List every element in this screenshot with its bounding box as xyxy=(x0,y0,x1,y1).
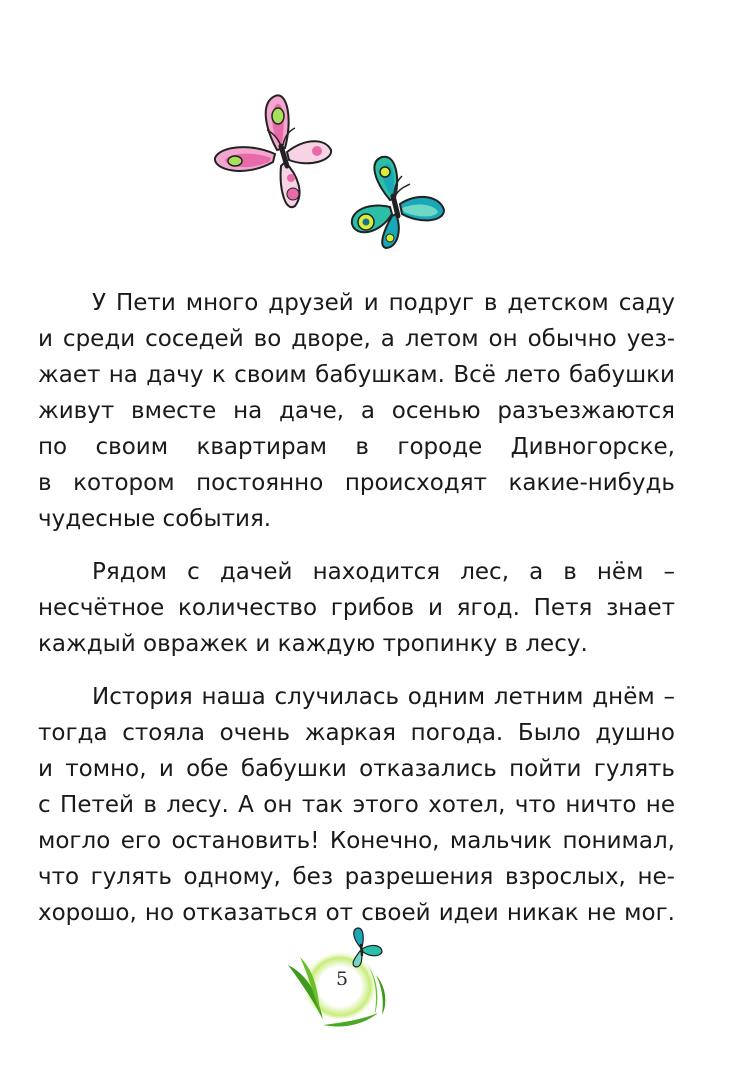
text-line: и томно, и обе бабушки отказались пойти гулять xyxy=(38,756,675,782)
text-line: и среди соседей во дворе, а летом он обычно уез- xyxy=(38,326,675,352)
story-text xyxy=(38,285,675,948)
page-number: 5 xyxy=(335,968,349,990)
text-line: У Пети много друзей и подруг в детском саду xyxy=(92,290,675,316)
paragraph-1 xyxy=(38,285,675,537)
text-line: каждый овражек и каждую тропинку в лесу. xyxy=(38,631,588,657)
text-line: живут вместе на даче, а осенью разъезжаются xyxy=(38,398,675,424)
teal-butterfly-icon xyxy=(340,152,450,252)
text-line: хорошо, но отказаться от своей идеи никак не мог. xyxy=(38,900,675,926)
text-line: чудесные события. xyxy=(38,506,272,532)
paragraph-3 xyxy=(38,679,675,931)
text-line: в котором постоянно происходят какие-нибудь xyxy=(38,470,675,496)
pink-butterfly-icon xyxy=(205,88,340,218)
text-line: тогда стояла очень жаркая погода. Было душно xyxy=(38,720,675,746)
text-line: История наша случилась одним летним днём – xyxy=(92,684,675,710)
text-line: по своим квартирам в городе Дивногорске, xyxy=(38,434,675,460)
text-line: что гулять одному, без разрешения взрослых, не- xyxy=(38,864,675,890)
text-line: несчётное количество грибов и ягод. Петя знает xyxy=(38,595,675,621)
text-line: могло его остановить! Конечно, мальчик понимал, xyxy=(38,828,675,854)
text-line: с Петей в лесу. А он так этого хотел, что ничто не xyxy=(38,792,675,818)
text-line: жает на дачу к своим бабушкам. Всё лето бабушки xyxy=(38,362,675,388)
paragraph-2 xyxy=(38,554,675,662)
text-line: Рядом с дачей находится лес, а в нём – xyxy=(92,559,675,585)
